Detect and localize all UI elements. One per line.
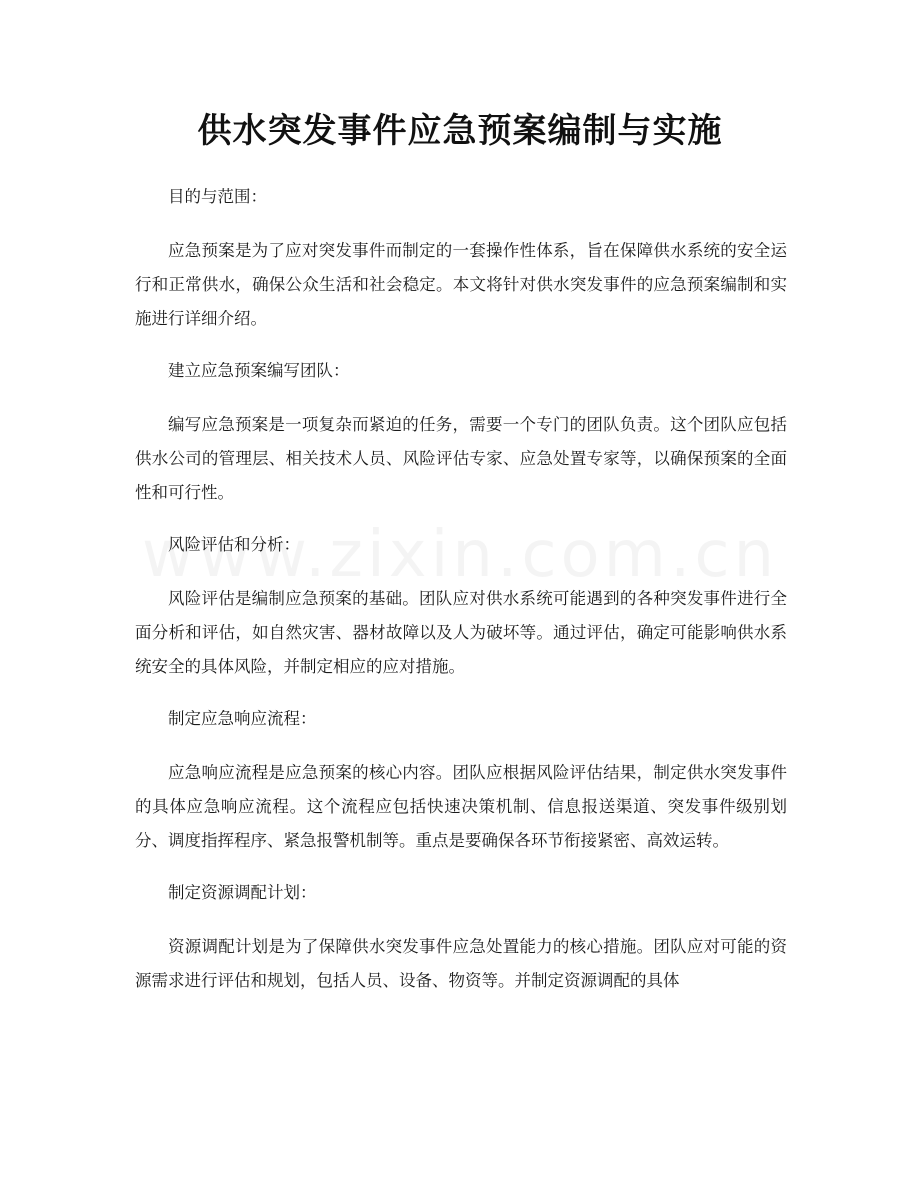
section-paragraph-purpose: 应急预案是为了应对突发事件而制定的一套操作性体系，旨在保障供水系统的安全运行和正常供水，确保公众生活和社会稳定。本文将针对供水突发事件的应急预案编制和实施进行详细介绍。: [135, 241, 787, 328]
section-heading-purpose: 目的与范围：: [168, 187, 267, 206]
section-heading-risk: 风险评估和分析：: [168, 535, 300, 554]
document-body: [135, 180, 787, 998]
section-heading-response: 制定应急响应流程：: [168, 709, 317, 728]
document-title: 供水突发事件应急预案编制与实施: [197, 111, 723, 151]
section-paragraph-resources: 资源调配计划是为了保障供水突发事件应急处置能力的核心措施。团队应对可能的资源需求进行评估和规划，包括人员、设备、物资等。并制定资源调配的具体: [135, 937, 787, 990]
section-heading-team: 建立应急预案编写团队：: [168, 361, 350, 380]
section-paragraph-risk: 风险评估是编制应急预案的基础。团队应对供水系统可能遇到的各种突发事件进行全面分析和评估，如自然灾害、器材故障以及人为破坏等。通过评估，确定可能影响供水系统安全的具体风险，并制定相应的应对措施。: [135, 589, 787, 676]
section-paragraph-team: 编写应急预案是一项复杂而紧迫的任务，需要一个专门的团队负责。这个团队应包括供水公司的管理层、相关技术人员、风险评估专家、应急处置专家等，以确保预案的全面性和可行性。: [135, 415, 787, 502]
section-heading-resources: 制定资源调配计划：: [168, 883, 317, 902]
section-paragraph-response: 应急响应流程是应急预案的核心内容。团队应根据风险评估结果，制定供水突发事件的具体应急响应流程。这个流程应包括快速决策机制、信息报送渠道、突发事件级别划分、调度指挥程序、紧急报警机制等。重点是要确保各环节衔接紧密、高效运转。: [135, 763, 787, 850]
